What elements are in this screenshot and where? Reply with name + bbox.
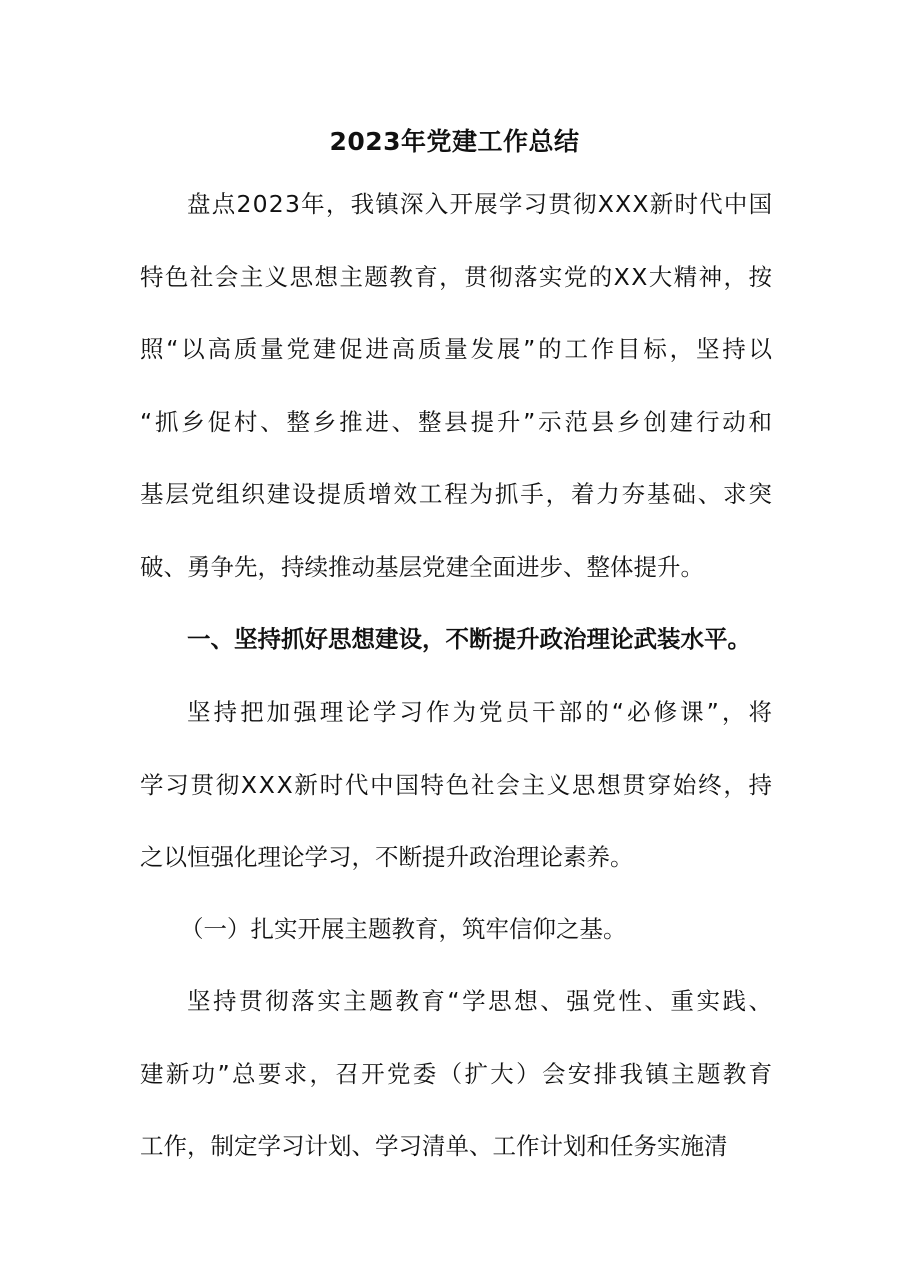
subsection-paragraph xyxy=(140,965,775,1183)
text-line: 盘点2023年，我镇深入开展学习贯彻XXX新时代中国 xyxy=(187,190,774,218)
text-line: 学习贯彻XXX新时代中国特色社会主义思想贯穿始终，持 xyxy=(140,770,774,799)
text-line: 特色社会主义思想主题教育，贯彻落实党的XX大精神，按 xyxy=(140,262,774,291)
intro-paragraph xyxy=(140,168,775,603)
document-title: 2023年党建工作总结 xyxy=(329,127,580,156)
section-paragraph xyxy=(140,676,775,894)
subsection-heading xyxy=(140,893,772,966)
text-line: 破、勇争先，持续推动基层党建全面进步、整体提升。 xyxy=(140,552,704,581)
subheading-text: （一）扎实开展主题教育，筑牢信仰之基。 xyxy=(180,915,627,943)
text-line: 基层党组织建设提质增效工程为抓手，着力夯基础、求突 xyxy=(140,480,774,508)
text-line: “抓乡促村、整乡推进、整县提升”示范县乡创建行动和 xyxy=(140,407,775,436)
text-line: 之以恒强化理论学习，不断提升政治理论素养。 xyxy=(140,843,634,871)
text-line: 建新功”总要求，召开党委（扩大）会安排我镇主题教育 xyxy=(140,1059,775,1088)
text-line: 坚持贯彻落实主题教育“学思想、强党性、重实践、 xyxy=(187,987,775,1015)
text-line: 坚持把加强理论学习作为党员干部的“必修课”，将 xyxy=(187,698,775,726)
heading-text: 一、坚持抓好思想建设，不断提升政治理论武装水平。 xyxy=(187,625,751,653)
text-line: 工作，制定学习计划、学习清单、工作计划和任务实施清 xyxy=(140,1132,728,1160)
section-heading xyxy=(140,603,772,676)
text-line: 照“以高质量党建促进高质量发展”的工作目标，坚持以 xyxy=(140,335,775,363)
